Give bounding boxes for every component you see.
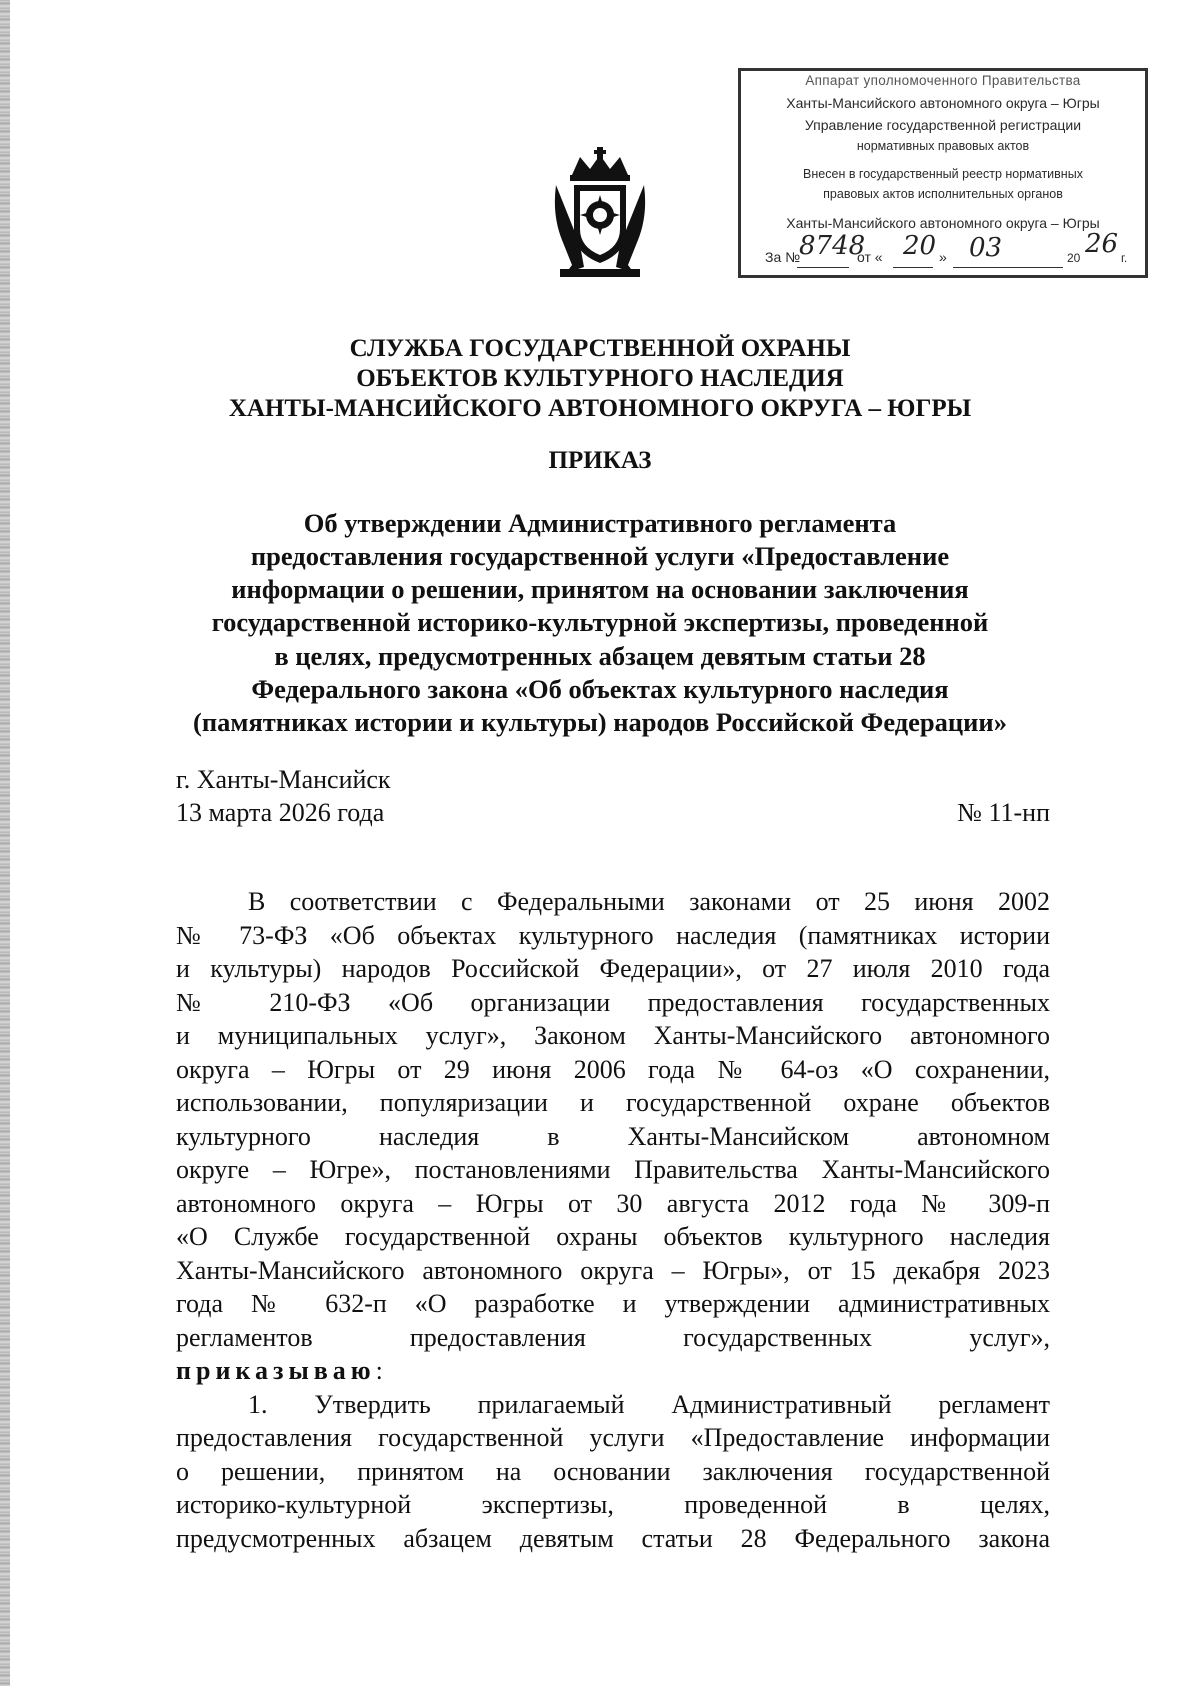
body-line: № 210-ФЗ «Об организации предоставления государственных	[176, 988, 1050, 1017]
body-line: округе – Югре», постановлениями Правительства Ханты-Мансийского	[176, 1155, 1050, 1184]
stamp-line: Аппарат уполномоченного Правительства	[805, 73, 1081, 88]
reg-year: 26	[1085, 229, 1119, 259]
date: 13 марта 2026 года	[176, 798, 385, 827]
body-line: В соответствии с Федеральными законами от 25 июня 2002	[248, 887, 1050, 916]
body-line: предусмотренных абзацем девятым статьи 28 Федерального закона	[176, 1524, 1050, 1553]
coat-of-arms-emblem	[550, 145, 650, 280]
body-line: историко-культурной экспертизы, проведенной в целях,	[176, 1490, 1050, 1519]
body-line: культурного наследия в Ханты-Мансийском автономном	[176, 1122, 1050, 1151]
body-line: Ханты-Мансийского автономного округа – Югры», от 15 декабря 2023	[176, 1256, 1050, 1285]
stamp-line: Управление государственной регистрации	[804, 117, 1082, 133]
stamp-registration-line	[753, 229, 1139, 271]
title-line: информации о решении, принятом на основании заключения	[231, 574, 969, 604]
stamp-line: правовых актов исполнительных органов	[823, 187, 1063, 201]
body-line: регламентов предоставления государственных услуг»,	[176, 1323, 1050, 1352]
body-line: 1. Утвердить прилагаемый Административный регламент	[248, 1390, 1050, 1419]
body-line: и муниципальных услуг», Законом Ханты-Мансийского автономного	[176, 1021, 1050, 1050]
scan-edge	[0, 0, 10, 1686]
org-name-line: ОБЪЕКТОВ КУЛЬТУРНОГО НАСЛЕДИЯ	[356, 365, 844, 392]
reg-year-prefix: 20	[1067, 251, 1081, 265]
reg-prefix: За №	[765, 249, 801, 265]
stamp-line: Внесен в государственный реестр нормативных	[803, 167, 1083, 181]
city: г. Ханты-Мансийск	[176, 765, 391, 794]
body-line: и культуры) народов Российской Федерации», от 27 июля 2010 года	[176, 954, 1050, 983]
title-line: Об утверждении Административного регламента	[303, 508, 897, 538]
body-line: «О Службе государственной охраны объектов культурного наследия	[176, 1222, 1050, 1251]
stamp-line: нормативных правовых актов	[856, 139, 1030, 153]
org-name-line: СЛУЖБА ГОСУДАРСТВЕННОЙ ОХРАНЫ	[349, 335, 851, 362]
title-line: предоставления государственной услуги «Предоставление	[250, 541, 950, 571]
order-number: № 11-нп	[957, 798, 1050, 827]
stamp-line: Ханты-Мансийского автономного округа – Югры	[786, 215, 1100, 231]
reg-day: 20	[903, 231, 937, 261]
title-line: Федерального закона «Об объектах культурного наследия	[251, 674, 949, 704]
title-line: государственной историко-культурной экспертизы, проведенной	[211, 607, 989, 637]
body-line: о решении, принятом на основании заключения государственной	[176, 1457, 1050, 1486]
stamp-line: Ханты-Мансийского автономного округа – Югры	[786, 95, 1100, 111]
body-line: автономного округа – Югры от 30 августа 2012 года № 309-п	[176, 1189, 1050, 1218]
document-type: ПРИКАЗ	[548, 447, 652, 474]
reg-number: 8748	[799, 231, 866, 261]
title-line: в целях, предусмотренных абзацем девятым статьи 28	[274, 641, 926, 671]
title-line: (памятниках истории и культуры) народов Российской Федерации»	[193, 707, 1007, 737]
body-line: предоставления государственной услуги «Предоставление информации	[176, 1423, 1050, 1452]
body-line: округа – Югры от 29 июня 2006 года № 64-оз «О сохранении,	[176, 1055, 1050, 1084]
order-colon: :	[375, 1356, 383, 1385]
body-line: № 73-ФЗ «Об объектах культурного наследия (памятниках истории	[176, 921, 1050, 950]
reg-mid: »	[939, 249, 947, 265]
body-line: использовании, популяризации и государственной охране объектов	[176, 1088, 1050, 1117]
registration-stamp	[738, 68, 1148, 278]
reg-from: от «	[857, 249, 883, 265]
order-word: приказываю	[176, 1356, 376, 1385]
order-word-line	[176, 1356, 1050, 1386]
reg-suffix: г.	[1121, 251, 1128, 265]
reg-month: 03	[969, 233, 1003, 263]
body-line: года № 632-п «О разработке и утверждении административных	[176, 1289, 1050, 1318]
org-name-line: ХАНТЫ-МАНСИЙСКОГО АВТОНОМНОГО ОКРУГА – ЮГРЫ	[228, 395, 972, 422]
